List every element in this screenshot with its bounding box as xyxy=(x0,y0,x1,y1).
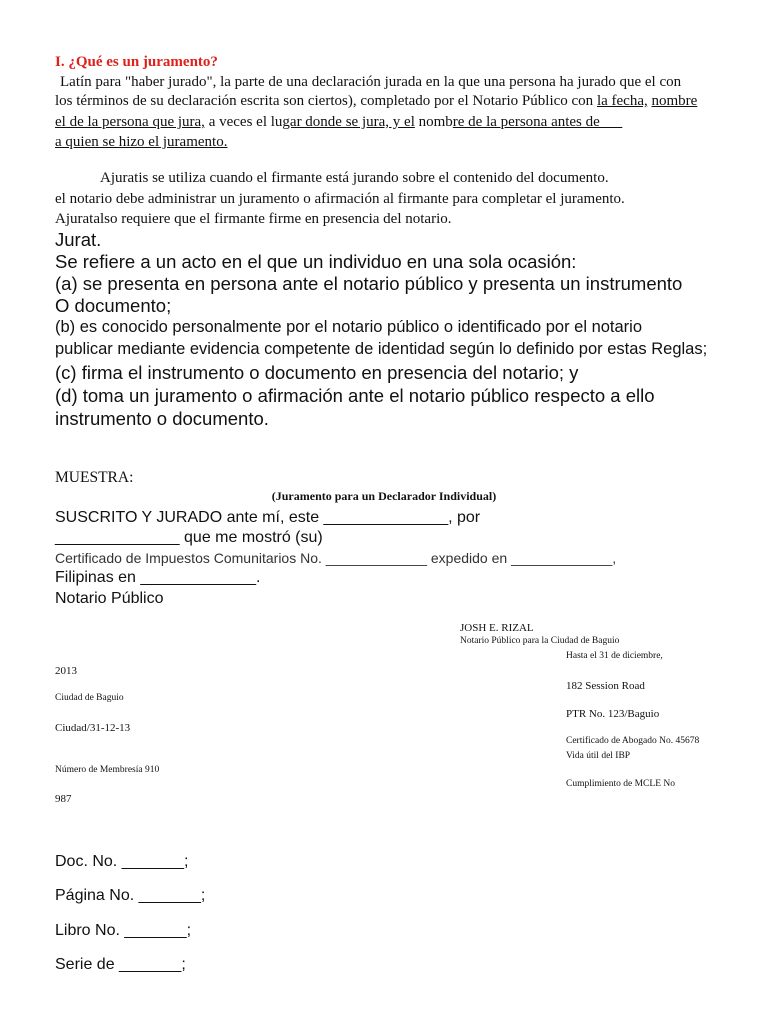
ajuratis-line-1: Ajuratis se utiliza cuando el firmante está jurando sobre el contenido del documento. xyxy=(100,170,609,186)
notary-until: Hasta el 31 de diciembre, xyxy=(566,651,663,661)
notary-ibp: Vida útil del IBP xyxy=(566,751,631,761)
ajuratis-line-2: el notario debe administrar un juramento o afirmación al firmante para completar el juramento. xyxy=(55,191,625,207)
notary-title: Notario Público para la Ciudad de Baguio xyxy=(460,636,620,646)
notary-address: 182 Session Road xyxy=(566,680,645,692)
sample-line-1: SUSCRITO Y JURADO ante mí, este ______________, por xyxy=(55,509,481,526)
left-date: Ciudad/31-12-13 xyxy=(55,722,131,734)
register-series: Serie de _______; xyxy=(55,956,186,973)
left-year: 2013 xyxy=(55,665,77,677)
jurat-item-b-1: (b) es conocido personalmente por el notario público o identificado por el notario xyxy=(55,318,643,336)
intro-line-3-c: gar donde se jura, y el xyxy=(282,114,415,130)
register-doc: Doc. No. _______; xyxy=(55,853,189,870)
jurat-item-c: (c) firma el instrumento o documento en presencia del notario; y xyxy=(55,362,579,383)
left-membership: Número de Membresía 910 xyxy=(55,765,160,775)
notary-ptr: PTR No. 123/Baguio xyxy=(566,708,660,720)
left-city: Ciudad de Baguio xyxy=(55,693,124,703)
jurat-item-d-1: (d) toma un juramento o afirmación ante el notario público respecto a ello xyxy=(55,385,655,406)
sample-line-4: Filipinas en _____________. xyxy=(55,569,261,586)
intro-line-3-a: el de la persona que jura, xyxy=(55,114,205,130)
notary-attorney-cert: Certificado de Abogado No. 45678 xyxy=(566,736,700,746)
intro-line-2-a: los términos de su declaración escrita son ciertos), completado por el Notario Público con xyxy=(55,93,597,109)
left-number: 987 xyxy=(55,793,72,805)
jurat-item-a-2: O documento; xyxy=(55,295,172,316)
jurat-item-b-2: publicar mediante evidencia competente de identidad según lo definido por estas Reglas; xyxy=(55,340,708,358)
intro-line-3 xyxy=(55,112,622,132)
intro-line-3-e: re de la persona antes de xyxy=(452,114,623,130)
jurat-item-a-1: (a) se presenta en persona ante el notario público y presenta un instrumento xyxy=(55,273,683,294)
notary-name: JOSH E. RIZAL xyxy=(460,622,534,634)
intro-line-3-d: nomb xyxy=(414,114,453,130)
jurat-item-d-2: instrumento o documento. xyxy=(55,408,269,429)
sample-line-2: ______________ que me mostró (su) xyxy=(55,529,323,546)
jurat-intro: Se refiere a un acto en el que un individuo en una sola ocasión: xyxy=(55,251,577,272)
register-page: Página No. _______; xyxy=(55,887,206,904)
section-heading: I. ¿Qué es un juramento? xyxy=(55,54,218,70)
register-book: Libro No. _______; xyxy=(55,922,192,939)
ajuratis-line-3: Ajuratalso requiere que el firmante firme en presencia del notario. xyxy=(55,211,452,227)
intro-line-3-b: a veces el lu xyxy=(204,114,283,130)
notary-mcle: Cumplimiento de MCLE No xyxy=(566,779,675,789)
sample-subtitle: (Juramento para un Declarador Individual) xyxy=(271,489,497,503)
intro-line-4: a quien se hizo el juramento. xyxy=(55,134,228,150)
intro-date-underline: la fecha, xyxy=(596,93,648,109)
intro-line-2 xyxy=(55,91,697,111)
sample-line-5: Notario Público xyxy=(55,590,164,607)
jurat-title: Jurat. xyxy=(55,229,102,250)
sample-line-3: Certificado de Impuestos Comunitarios No. _____________ expedido en _____________, xyxy=(55,550,617,566)
intro-name-underline: nombre xyxy=(651,93,698,109)
intro-line-1: Latín para "haber jurado", la parte de una declaración jurada en la que una persona ha jurado que el con xyxy=(60,74,682,90)
sample-label: MUESTRA: xyxy=(55,469,134,486)
